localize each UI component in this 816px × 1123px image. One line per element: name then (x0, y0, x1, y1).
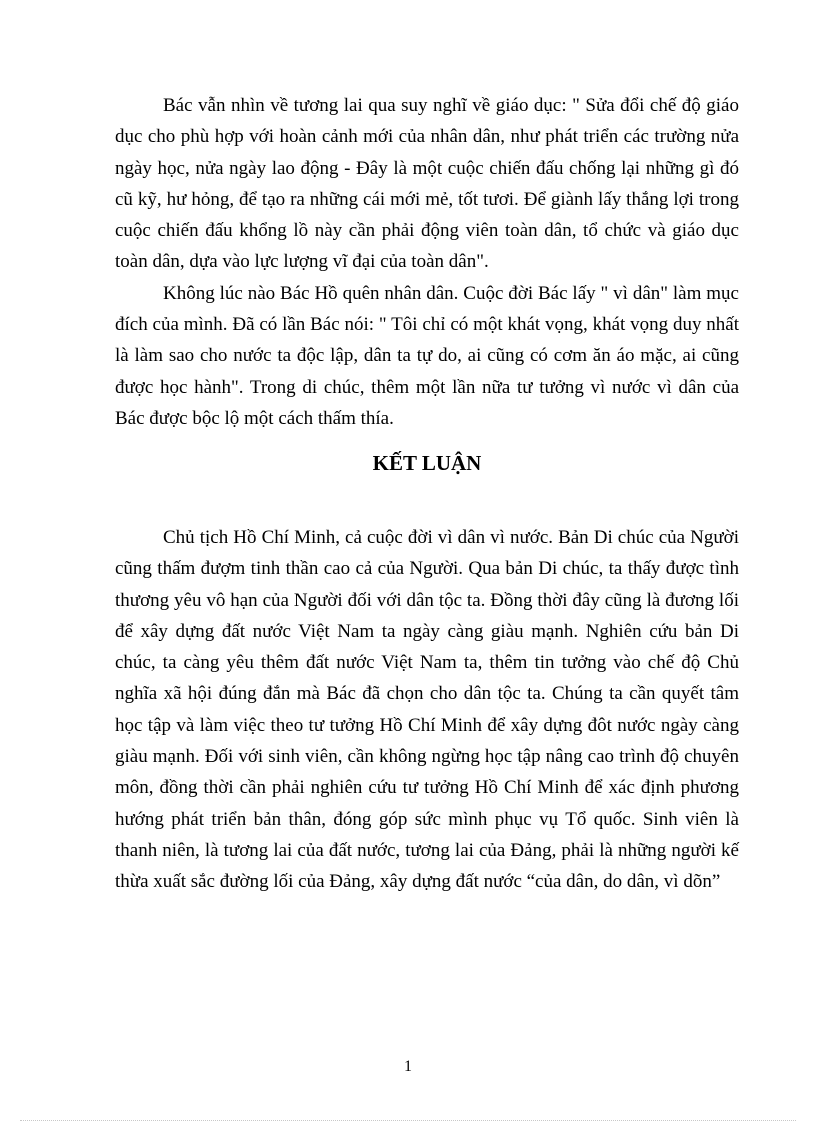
page-number: 1 (404, 1058, 412, 1075)
paragraph-conclusion: Chủ tịch Hồ Chí Minh, cả cuộc đời vì dân vì nước. Bản Di chúc của Người cũng thấm đượm tinh thần cao cả của Người. Qua bản Di chúc, ta thấy được tình thương yêu vô hạn của Người đối với dân tộc ta. Đồng thời đây cũng là đương lối để xây dựng đất nước Việt Nam ta ngày càng giàu mạnh. Nghiên cứu bản Di chúc, ta càng yêu thêm đất nước Việt Nam ta, thêm tin tưởng vào chế độ Chủ nghĩa xã hội đúng đắn mà Bác đã chọn cho dân tộc ta. Chúng ta cần quyết tâm học tập và làm việc theo tư tưởng Hồ Chí Minh để xây dựng đôt nước ngày càng giàu mạnh. Đối với sinh viên, cần không ngừng học tập nâng cao trình độ chuyên môn, đồng thời cần phải nghiên cứu tư tưởng Hồ Chí Minh để xác định phương hướng phát triển bản thân, đóng góp sức mình phục vụ Tổ quốc. Sinh viên là thanh niên, là tương lai của đất nước, tương lai của Đảng, phải là những người kế thừa xuất sắc đường lối của Đảng, xây dựng đất nước “của dân, do dân, vì dõn” (115, 527, 739, 893)
page-bottom-divider (20, 1120, 796, 1121)
paragraph-education: Bác vẫn nhìn về tương lai qua suy nghĩ về giáo dục: " Sửa đổi chế độ giáo dục cho phù hợp với hoàn cảnh mới của nhân dân, như phát triển các trường nửa ngày học, nửa ngày lao động - Đây là một cuộc chiến đấu chống lại những gì đó cũ kỹ, hư hỏng, để tạo ra những cái mới mẻ, tốt tươi. Để giành lấy thắng lợi trong cuộc chiến đấu khổng lồ này cần phải động viên toàn dân, tổ chức và giáo dục toàn dân, dựa vào lực lượng vĩ đại của toàn dân". (115, 95, 739, 273)
intro-section (115, 90, 739, 434)
section-heading: KẾT LUẬN (372, 451, 482, 475)
conclusion-section (115, 522, 739, 898)
paragraph-people: Không lúc nào Bác Hồ quên nhân dân. Cuộc đời Bác lấy " vì dân" làm mục đích của mình. Đã có lần Bác nói: " Tôi chỉ có một khát vọng, khát vọng duy nhất là làm sao cho nước ta độc lập, dân ta tự do, ai cũng có cơm ăn áo mặc, ai cũng được học hành". Trong di chúc, thêm một lần nữa tư tưởng vì nước vì dân của Bác được bộc lộ một cách thấm thía. (115, 282, 739, 429)
